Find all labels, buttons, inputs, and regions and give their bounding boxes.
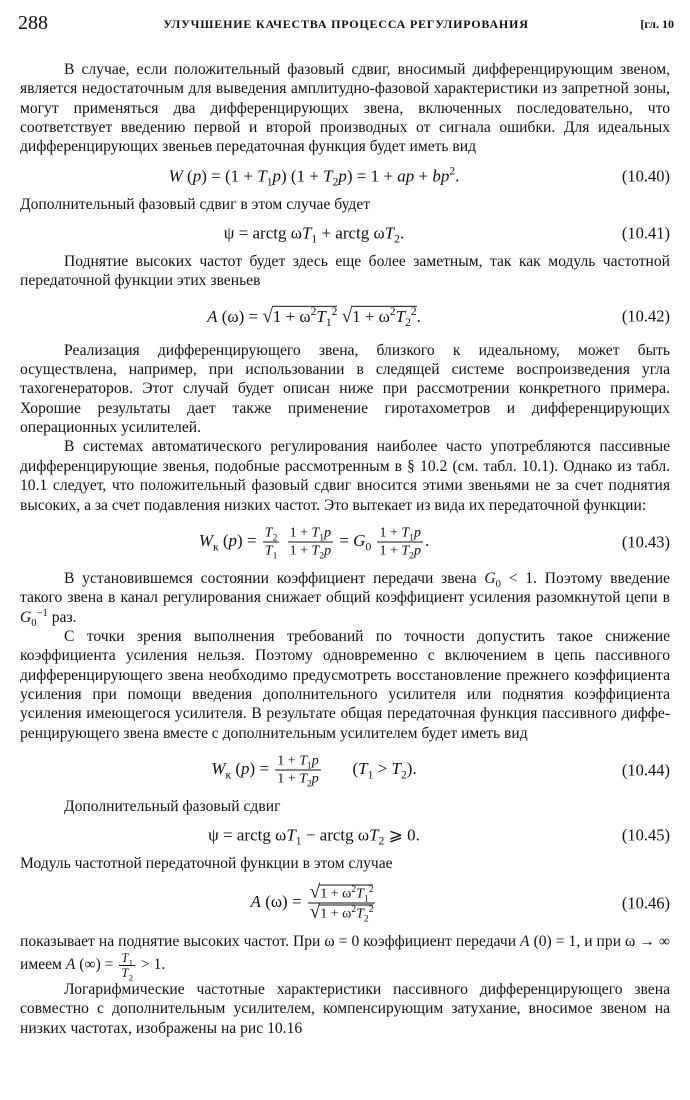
page-body xyxy=(20,60,670,1038)
paragraph-10-part-a: показывает на поднятие высоких частот. При xyxy=(20,932,321,950)
equation-number: (10.43) xyxy=(621,532,670,552)
paragraph-8: Дополнительный фазовый сдвиг xyxy=(64,797,281,815)
equation-10-43 xyxy=(20,515,670,569)
paragraph-5: В системах автоматического регулирования наиболее часто употребляются пассивные дифференцирующие звенья, подобные рассмотренным в § 10.2 (см. табл. 10.1). Однако из табл. 10.1 следует, что положительный фазовый сдвиг вносится этими звеньями не за счет поднятия высоких, а за счет подавления низких частот. Это вытекает из вида их передаточной функции: xyxy=(20,438,670,514)
equation-number: (10.40) xyxy=(621,166,670,186)
equation-formula: A $(\omega) = √1 + \omega^2T_1^2$ $√1 + \omega^2T_2^2$. xyxy=(207,304,421,329)
equation-formula: $W_к$ (p) = $\frac{1 + T_1p}{1 + T_2p}$ $(T_1 > T_2)$. xyxy=(211,753,417,790)
equation-10-41 xyxy=(20,214,670,252)
chapter-label: [гл. 10 xyxy=(640,17,674,31)
equation-10-44 xyxy=(20,743,670,797)
paragraph-10-part-b: коэффициент передачи xyxy=(363,932,517,950)
equation-number: (10.44) xyxy=(621,760,670,780)
paragraph-2: Дополнительный фазовый сдвиг в этом случае будет xyxy=(20,195,371,213)
equation-10-42 xyxy=(20,291,670,341)
paragraph-6-part-b: Поэтому введение такого звена в канал регулирования снижает общий коэффициент усиления разомкнутой цепи в xyxy=(20,569,670,607)
equation-10-40 xyxy=(20,157,670,195)
paragraph-10-part-c: и при xyxy=(584,932,622,950)
paragraph-9: Модуль частотной передаточной функции в этом случае xyxy=(20,855,393,873)
paragraph-4: Реализация дифференцирующего звена, близкого к идеальному, может быть осуществлена, например, при использовании в следящей системе воспроизведения угла тахогенераторов. Этот случай будет описан ниже при рассмотрении конкретного примера. Хорошие результаты дает также применение гиротахометров и дифференцирующих операционных усилителей. xyxy=(20,341,670,437)
page-number: 288 xyxy=(18,12,48,34)
equation-10-46 xyxy=(20,874,670,932)
paragraph-11: Логарифмические частотные характеристики пассивного дифференцирующего звена совместно с дополнительным усилителем, компенсирующим затухание, вносимое звеном на низких частотах, изображены на рис 10.16 xyxy=(20,980,670,1037)
running-title: УЛУЧШЕНИЕ КАЧЕСТВА ПРОЦЕССА РЕГУЛИРОВАНИЯ xyxy=(163,17,529,31)
equation-formula: ψ = arctg $\omega T_1$ − arctg $\omega T_2$ ⩾ 0. xyxy=(208,825,420,848)
paragraph-6-part-c: раз. xyxy=(51,608,77,626)
paragraph-7: С точки зрения выполнения требований по точности допустить такое снижение коэффициента усиления нельзя. Поэтому одновременно с включением в цепь пассивного дифференцирующего звена необходимо предусмотреть восстановление прежнего коэффициента усиления при помощи введения дополнительного усилителя или поднятия коэффициента усиления имеющегося усилителя. В результате общая передаточная функция пассивного дифференцирующего звена вместе с дополнительным усилителем будет иметь вид xyxy=(20,627,670,742)
paragraph-6: В установившемся состоянии коэффициент передачи звена $G_0 < 1$. Поэтому введение такого звена в канал регулирования снижает общий коэффициент усиления разомкнутой цепи в $G_0^{-1}$ раз. xyxy=(20,569,670,629)
paragraph-10: показывает на поднятие высоких частот. При ω = 0 коэффициент передачи A (0) = 1, и при ω → ∞ имеем A (∞) = $\frac{T_1}{T_2}$ > 1. xyxy=(20,932,670,983)
equation-number: (10.41) xyxy=(621,223,670,243)
paragraph-6-part-a: В установившемся состоянии коэффициент передачи звена xyxy=(64,569,477,587)
paragraph-3: Поднятие высоких частот будет здесь еще более заметным, так как модуль частотной передаточной функции этих звеньев xyxy=(20,253,670,290)
paragraph-1: В случае, если положительный фазовый сдвиг, вносимый дифференцирующим звеном, является недостаточным для выведения амплитудно-фазовой характеристики из запретной зоны, могут применяться два дифференцирующих звена, включенных последовательно, что соответствует введению первой и второй производных от сигнала ошибки. Для идеальных дифференцирующих звеньев передаточная функция будет иметь вид xyxy=(20,61,670,156)
equation-number: (10.42) xyxy=(621,306,670,326)
equation-number: (10.46) xyxy=(621,892,670,912)
equation-10-45 xyxy=(20,816,670,854)
equation-formula: $W_к$ (p) = $\frac{T_2}{T_1}$ $\frac{1 + T_1p}{1 + T_2p}$ = $G_0$ $\frac{1 + T_1p}{1 + T_2p}$ . xyxy=(198,525,430,562)
equation-formula: ψ = arctg $\omega T_1$ + arctg $\omega T_2$. xyxy=(223,223,405,246)
paragraph-10-part-d: имеем xyxy=(20,956,62,974)
equation-formula: A (ω) = $\frac{√1 + \omega^2T_1^2}{√1 + \omega^2T_2^2}$ xyxy=(250,881,374,924)
page-header xyxy=(18,12,674,38)
equation-formula: W $(p) = (1 + T_1p)$ $(1 + T_2p) = 1$ + ap + $bp^2$. xyxy=(168,164,460,189)
equation-number: (10.45) xyxy=(621,825,670,845)
